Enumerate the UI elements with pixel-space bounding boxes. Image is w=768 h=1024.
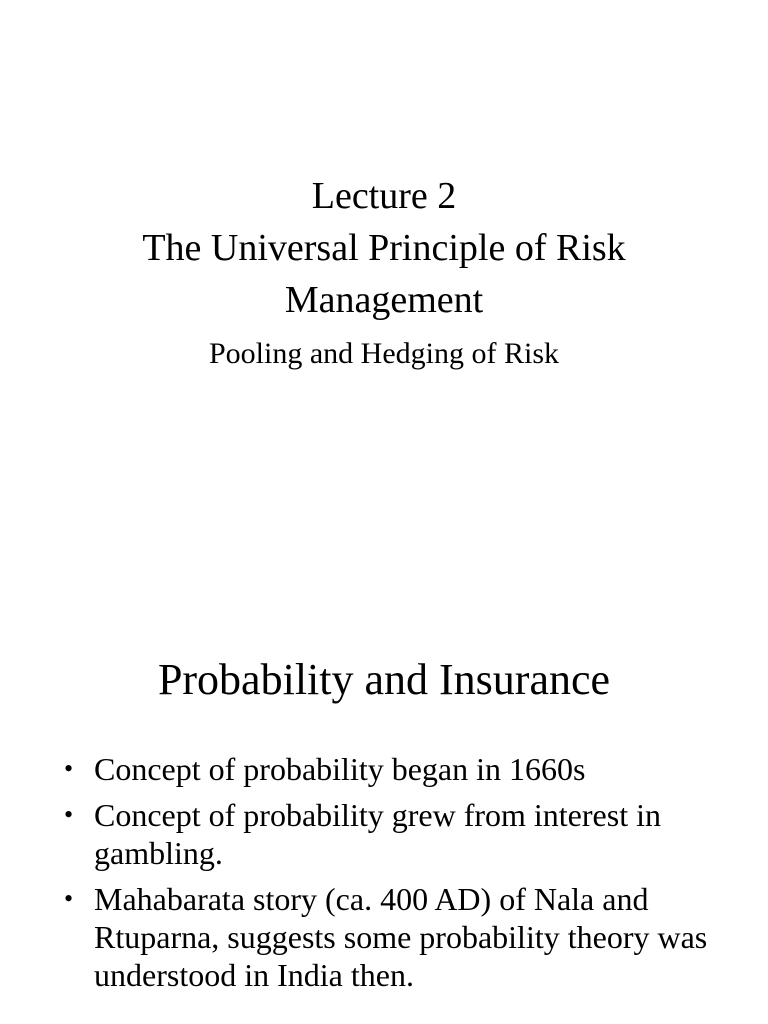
lecture-subtitle: Pooling and Hedging of Risk	[209, 337, 559, 370]
bullet-marker: •	[64, 800, 74, 829]
slide-probability-insurance	[0, 512, 768, 1024]
bullet-item	[60, 880, 720, 994]
title-line-2: The Universal Principle of Risk	[142, 227, 626, 269]
lecture-title	[0, 170, 768, 326]
bullet-text: Concept of probability grew from interest in gambling.	[94, 797, 661, 871]
title-line-3: Management	[284, 279, 484, 321]
bullet-text: Mahabarata story (ca. 400 AD) of Nala and Rtuparna, suggests some probability theory was understood in India then.	[94, 881, 708, 993]
slide-heading: Probability and Insurance	[157, 655, 611, 704]
bullet-text: Concept of probability began in 1660s	[94, 751, 586, 787]
bullet-list	[60, 750, 720, 1002]
title-line-1: Lecture 2	[311, 175, 457, 217]
bullet-item	[60, 750, 720, 788]
bullet-marker: •	[64, 754, 74, 783]
bullet-item	[60, 796, 720, 872]
bullet-marker: •	[64, 884, 74, 913]
